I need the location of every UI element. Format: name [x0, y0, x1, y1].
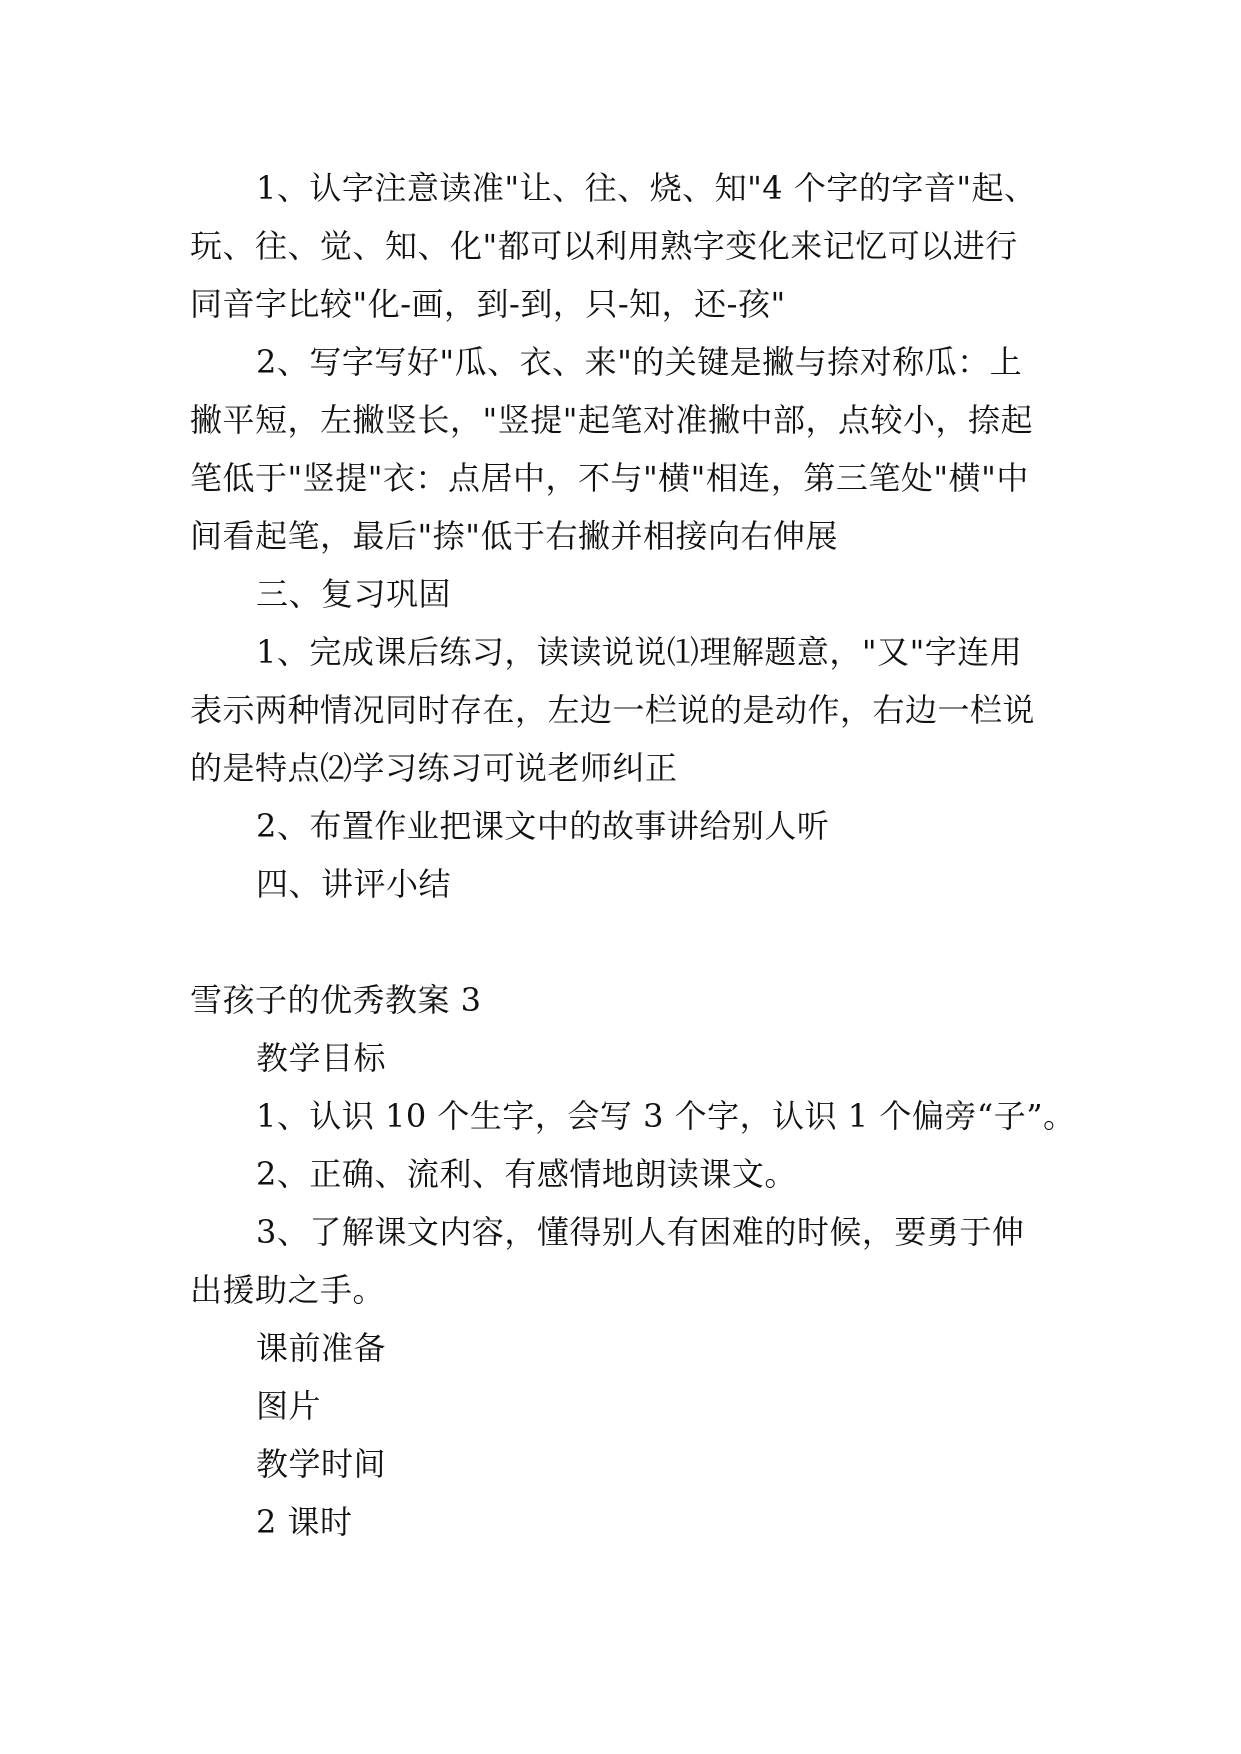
paragraph-line: 2、正确、流利、有感情地朗读课文。	[256, 1155, 797, 1193]
paragraph-line: 笔低于"竖提"衣：点居中，不与"横"相连，第三笔处"横"中	[190, 459, 1029, 497]
paragraph-line: 2、写字写好"瓜、衣、来"的关键是撇与捺对称瓜：上	[256, 343, 1023, 381]
section-heading: 课前准备	[256, 1329, 387, 1367]
paragraph-line: 表示两种情况同时存在，左边一栏说的是动作，右边一栏说	[190, 691, 1036, 729]
paragraph-line: 1、完成课后练习，读读说说⑴理解题意，"又"字连用	[256, 633, 1023, 671]
paragraph-line: 3、了解课文内容，懂得别人有困难的时候，要勇于伸	[256, 1213, 1025, 1251]
section-heading: 教学时间	[256, 1445, 387, 1483]
paragraph-line: 2、布置作业把课文中的故事讲给别人听	[256, 807, 830, 845]
blank-gap	[190, 913, 1070, 971]
paragraph-line: 间看起笔，最后"捺"低于右撇并相接向右伸展	[190, 517, 838, 555]
paragraph-line: 1、认字注意读准"让、往、烧、知"4 个字的字音"起、	[256, 169, 1037, 207]
paragraph-line: 同音字比较"化-画，到-到，只-知，还-孩"	[190, 285, 786, 323]
document-title: 雪孩子的优秀教案 3	[190, 981, 482, 1019]
section-heading: 三、复习巩固	[256, 575, 452, 613]
paragraph-line: 2 课时	[256, 1503, 353, 1541]
paragraph-line: 出援助之手。	[190, 1271, 386, 1309]
paragraph-line: 撇平短，左撇竖长，"竖提"起笔对准撇中部，点较小，捺起	[190, 401, 1033, 439]
paragraph-line: 玩、往、觉、知、化"都可以利用熟字变化来记忆可以进行	[190, 227, 1018, 265]
paragraph-line: 图片	[256, 1387, 322, 1425]
section-heading: 教学目标	[256, 1039, 387, 1077]
section-heading: 四、讲评小结	[256, 865, 452, 903]
paragraph-line: 1、认识 10 个生字，会写 3 个字，认识 1 个偏旁“子”。	[256, 1097, 1076, 1135]
paragraph-line: 的是特点⑵学习练习可说老师纠正	[190, 749, 678, 787]
document-body	[190, 159, 1076, 1551]
